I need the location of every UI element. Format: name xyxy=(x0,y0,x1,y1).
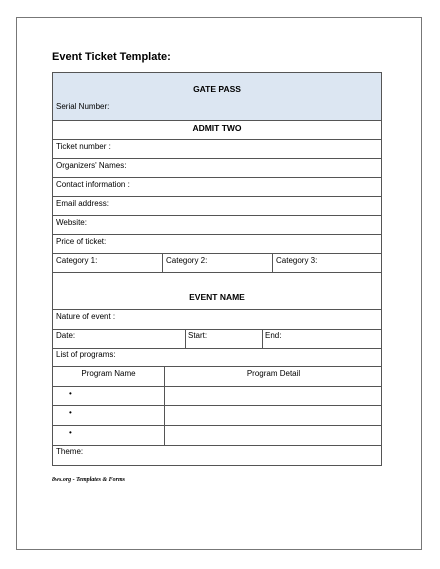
program-bullet: • xyxy=(69,428,72,437)
row-divider xyxy=(53,253,381,254)
row-divider xyxy=(53,386,381,387)
footer-credit: 8ws.org - Templates & Forms xyxy=(52,477,125,483)
column-divider xyxy=(272,253,273,272)
column-divider xyxy=(262,329,263,348)
column-divider xyxy=(162,253,163,272)
website-label: Website: xyxy=(56,218,87,227)
contact-information-label: Contact information : xyxy=(56,180,130,189)
row-divider xyxy=(53,309,381,310)
row-divider xyxy=(53,348,381,349)
row-divider xyxy=(53,234,381,235)
serial-number-label: Serial Number: xyxy=(56,102,110,111)
row-divider xyxy=(53,366,381,367)
category-2-label: Category 2: xyxy=(166,256,208,265)
row-divider xyxy=(53,425,381,426)
row-divider xyxy=(53,445,381,446)
program-bullet: • xyxy=(69,389,72,398)
row-divider xyxy=(53,196,381,197)
admit-two-title: ADMIT TWO xyxy=(192,123,242,133)
row-divider xyxy=(53,272,381,273)
email-address-label: Email address: xyxy=(56,199,109,208)
row-divider xyxy=(53,215,381,216)
program-bullet: • xyxy=(69,408,72,417)
ticket-number-label: Ticket number : xyxy=(56,142,111,151)
program-detail-header: Program Detail xyxy=(246,369,301,378)
gate-pass-section xyxy=(53,73,381,120)
row-divider xyxy=(53,139,381,140)
row-divider xyxy=(53,120,381,121)
program-name-header: Program Name xyxy=(81,369,136,378)
column-divider xyxy=(185,329,186,348)
category-3-label: Category 3: xyxy=(276,256,318,265)
date-label: Date: xyxy=(56,331,76,340)
event-name-title: EVENT NAME xyxy=(189,292,245,302)
ticket-form xyxy=(52,72,382,466)
end-label: End: xyxy=(265,331,282,340)
theme-label: Theme: xyxy=(56,447,84,456)
list-of-programs-label: List of programs: xyxy=(56,350,116,359)
document-title: Event Ticket Template: xyxy=(52,51,171,63)
row-divider xyxy=(53,329,381,330)
gate-pass-title: GATE PASS xyxy=(193,84,241,94)
start-label: Start: xyxy=(188,331,208,340)
price-of-ticket-label: Price of ticket: xyxy=(56,237,107,246)
category-1-label: Category 1: xyxy=(56,256,98,265)
row-divider xyxy=(53,405,381,406)
row-divider xyxy=(53,177,381,178)
nature-of-event-label: Nature of event : xyxy=(56,312,116,321)
organizers-label: Organizers' Names: xyxy=(56,161,127,170)
row-divider xyxy=(53,158,381,159)
